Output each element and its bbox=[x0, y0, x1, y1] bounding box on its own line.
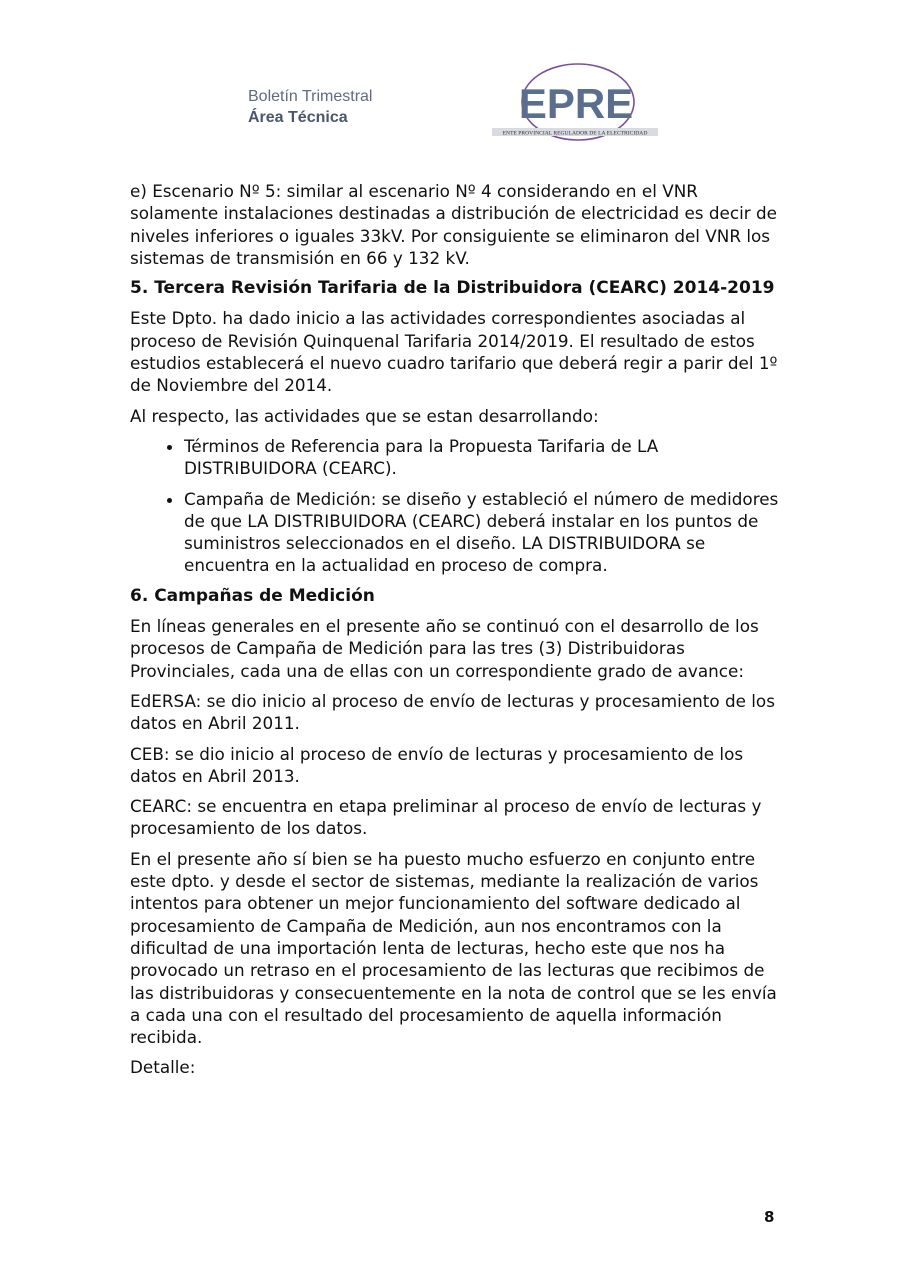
section-heading-5: 5. Tercera Revisión Tarifaria de la Distribuidora (CEARC) 2014-2019 bbox=[130, 278, 775, 299]
area-title: Área Técnica bbox=[248, 109, 348, 126]
page-content bbox=[130, 180, 782, 1087]
header-title-block bbox=[248, 86, 372, 128]
paragraph-campaigns-intro: En líneas generales en el presente año se continuó con el desarrollo de los procesos de Campaña de Medición para las tres (3) Distribuidoras Provinciales, cada una de ellas con un correspondiente grado de avance: bbox=[130, 616, 759, 681]
epre-logo bbox=[490, 62, 662, 148]
logo-text: EPRE bbox=[518, 80, 634, 127]
paragraph-detalle: Detalle: bbox=[130, 1057, 196, 1078]
logo-subtitle: ENTE PROVINCIAL REGULADOR DE LA ELECTRICIDAD bbox=[502, 130, 648, 137]
paragraph-revision-intro: Este Dpto. ha dado inicio a las actividades correspondientes asociadas al proceso de Revisión Quinquenal Tarifaria 2014/2019. El resultado de estos estudios establecerá el nuevo cuadro tarifario que deberá regir a parir del 1º de Noviembre del 2014. bbox=[130, 308, 778, 396]
paragraph-cearc: CEARC: se encuentra en etapa preliminar al proceso de envío de lecturas y procesamiento de los datos. bbox=[130, 796, 762, 839]
paragraph-ceb: CEB: se dio inicio al proceso de envío de lecturas y procesamiento de los datos en Abril 2013. bbox=[130, 743, 744, 786]
paragraph-software-issues: En el presente año sí bien se ha puesto mucho esfuerzo en conjunto entre este dpto. y desde el sector de sistemas, mediante la realización de varios intentos para obtener un mejor funcionamiento del software dedicado al procesamiento de Campaña de Medición, aun nos encontramos con la dificultad de una importación lenta de lecturas, hecho este que nos ha provocado un retraso en el procesamiento de las lecturas que recibimos de las distribuidoras y consecuentemente en la nota de control que se les envía a cada una con el resultado del procesamiento de aquella información recibida. bbox=[130, 848, 777, 1048]
page-number: 8 bbox=[764, 1208, 775, 1226]
bulletin-title: Boletín Trimestral bbox=[248, 88, 373, 105]
activities-list bbox=[130, 435, 782, 577]
paragraph-edersa: EdERSA: se dio inicio al proceso de envío de lecturas y procesamiento de los datos en Abril 2011. bbox=[130, 690, 775, 734]
list-item: • Términos de Referencia para la Propuesta Tarifaria de LA DISTRIBUIDORA (CEARC). bbox=[184, 435, 782, 480]
paragraph-activities-intro: Al respecto, las actividades que se estan desarrollando: bbox=[130, 405, 599, 426]
list-item: • Campaña de Medición: se diseño y estableció el número de medidores de que LA DISTRIBUIDORA (CEARC) deberá instalar en los puntos de suministros seleccionados en el diseño. LA DISTRIBUIDORA se encuentra en la actualidad en proceso de compra. bbox=[184, 488, 782, 577]
section-heading-6: 6. Campañas de Medición bbox=[130, 585, 375, 606]
paragraph-escenario-5: e) Escenario Nº 5: similar al escenario Nº 4 considerando en el VNR solamente instalaciones destinadas a distribución de electricidad es decir de niveles inferiores o iguales 33kV. Por consiguiente se eliminaron del VNR los sistemas de transmisión en 66 y 132 kV. bbox=[130, 181, 777, 268]
